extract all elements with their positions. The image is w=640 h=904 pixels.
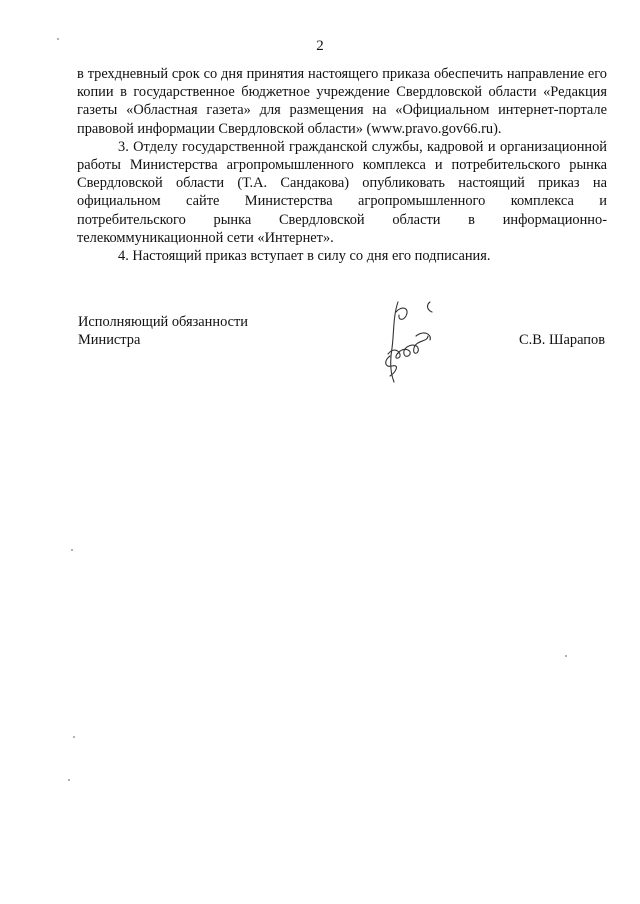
signatory-title-line1: Исполняющий обязанности — [78, 314, 249, 330]
scan-speck — [68, 779, 70, 781]
scan-speck — [57, 38, 59, 40]
paragraph-item-4: 4. Настоящий приказ вступает в силу со дня его подписания. — [118, 248, 491, 265]
paragraph-publication-order: в трехдневный срок со дня принятия настоящего приказа обеспечить направление его копии в государственное бюджетное учреждение Свердловской области «Редакция газеты «Областная газета» для размещения на «Официальном интернет-портале правовой информации Свердловской области» (www.pravo.gov66.ru). — [77, 66, 607, 137]
paragraph-item-3: 3. Отделу государственной гражданской службы, кадровой и организационной работы Министерства агропромышленного комплекса и потребительского рынка Свердловской области (Т.А. Сандакова) опубликовать настоящий приказ на официальном сайте Министерства агропромышленного комплекса и потребительского рынка Свердловской области в информационно-телекоммуникационной сети «Интернет». — [77, 138, 607, 246]
handwritten-signature — [372, 296, 452, 386]
signatory-title-line2: Министра — [78, 332, 141, 349]
document-body — [77, 65, 607, 265]
scan-speck — [73, 736, 75, 738]
scan-speck — [71, 549, 73, 551]
signatory-name: С.В. Шарапов — [519, 332, 605, 348]
scan-speck — [565, 655, 567, 657]
signatory-title — [78, 313, 248, 349]
page-number: 2 — [316, 38, 324, 54]
